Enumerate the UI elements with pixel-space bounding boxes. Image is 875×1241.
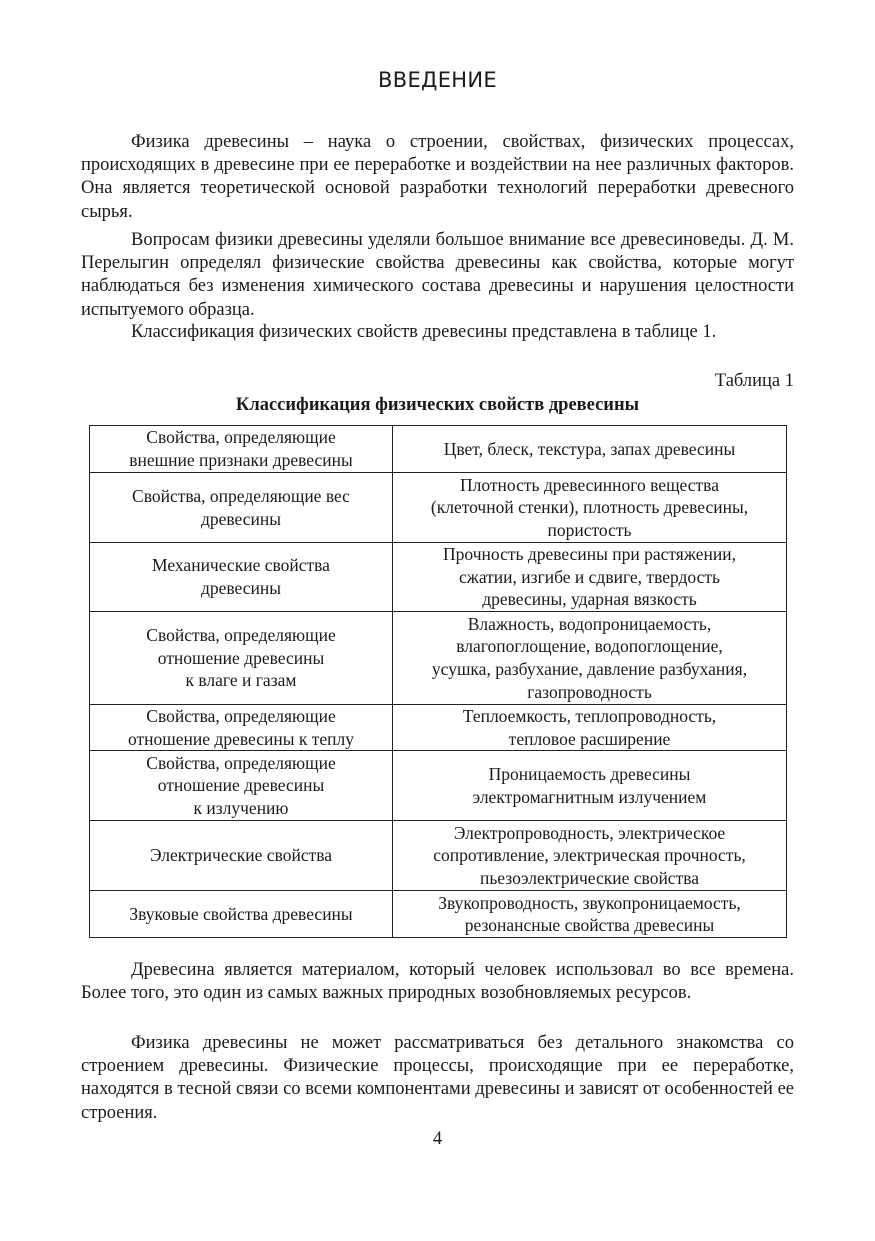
page-title: ВВЕДЕНИЕ [378,68,497,92]
cell-text: Электрические свойства [149,845,333,866]
cell-text: Звукопроводность, звукопроницаемость, резонансные свойства древесины [438,892,741,936]
cell-text: Теплоемкость, теплопроводность, тепловое расширение [462,706,717,749]
table-cell-properties [393,891,787,938]
table-cell-group [90,612,393,705]
paragraph-material: Древесина является материалом, который человек использовал во все времена. Более того, это один из самых важных природных возобновляемых ресурсов. [81,960,794,1004]
table-cell-properties [393,543,787,612]
cell-text: Свойства, определяющие отношение древесины к излучению [146,752,336,818]
table-cell-properties [393,705,787,751]
cell-text: Прочность древесины при растяжении, сжатии, изгибе и сдвиге, твердость древесины, ударная вязкость [443,544,736,610]
paragraph-table-reference: Классификация физических свойств древесины представлена в таблице 1. [131,322,717,342]
cell-text: Цвет, блеск, текстура, запах древесины [443,438,736,459]
table-row [90,751,787,821]
table-cell-properties [393,751,787,821]
table-cell-group [90,821,393,891]
table-row [90,891,787,938]
table-row [90,473,787,543]
table-row [90,543,787,612]
table-cell-group [90,705,393,751]
table-cell-group [90,426,393,473]
table-cell-properties [393,612,787,705]
table-cell-group [90,473,393,543]
paragraph-intro: Физика древесины – наука о строении, свойствах, физических процессах, происходящих в древесине при ее переработке и воздействии на нее различных факторов. Она является теоретической основой разработки технологий переработки древесного сырья. [81,132,794,222]
cell-text: Проницаемость древесины электромагнитным излучением [472,764,707,807]
cell-text: Свойства, определяющие отношение древесины к теплу [128,706,354,749]
cell-text: Свойства, определяющие вес древесины [132,485,350,529]
cell-text: Влажность, водопроницаемость, влагопоглощение, водопоглощение, усушка, разбухание, давление разбухания, газопроводность [431,613,748,702]
paragraph-perelygin: Вопросам физики древесины уделяли большое внимание все древесиноведы. Д. М. Перелыгин определял физические свойства древесины как свойства, которые могут наблюдаться без изменения химического состава древесины и нарушения целостности испытуемого образца. [81,230,794,320]
cell-text: Свойства, определяющие внешние признаки древесины [129,427,353,470]
cell-text: Звуковые свойства древесины [129,903,353,924]
table-cell-group [90,751,393,821]
table-cell-properties [393,473,787,543]
table-cell-group [90,543,393,612]
cell-text: Свойства, определяющие отношение древесины к влаге и газам [146,625,336,691]
paragraph-structure: Физика древесины не может рассматриваться без детального знакомства со строением древесины. Физические процессы, происходящие при ее переработке, находятся в тесной связи со всеми компонентами древесины и зависят от особенностей ее строения. [81,1033,794,1123]
table-row [90,426,787,473]
table-cell-group [90,891,393,938]
page-number: 4 [432,1129,443,1149]
cell-text: Плотность древесинного вещества (клеточной стенки), плотность древесины, пористость [430,474,749,540]
cell-text: Электропроводность, электрическое сопротивление, электрическая прочность, пьезоэлектрические свойства [433,822,746,888]
table-row [90,705,787,751]
table-cell-properties [393,426,787,473]
table-label: Таблица 1 [714,371,794,391]
table-row [90,612,787,705]
table-cell-properties [393,821,787,891]
cell-text: Механические свойства древесины [152,555,330,598]
table-title: Классификация физических свойств древесины [235,395,640,415]
properties-table [89,425,787,938]
table-row [90,821,787,891]
